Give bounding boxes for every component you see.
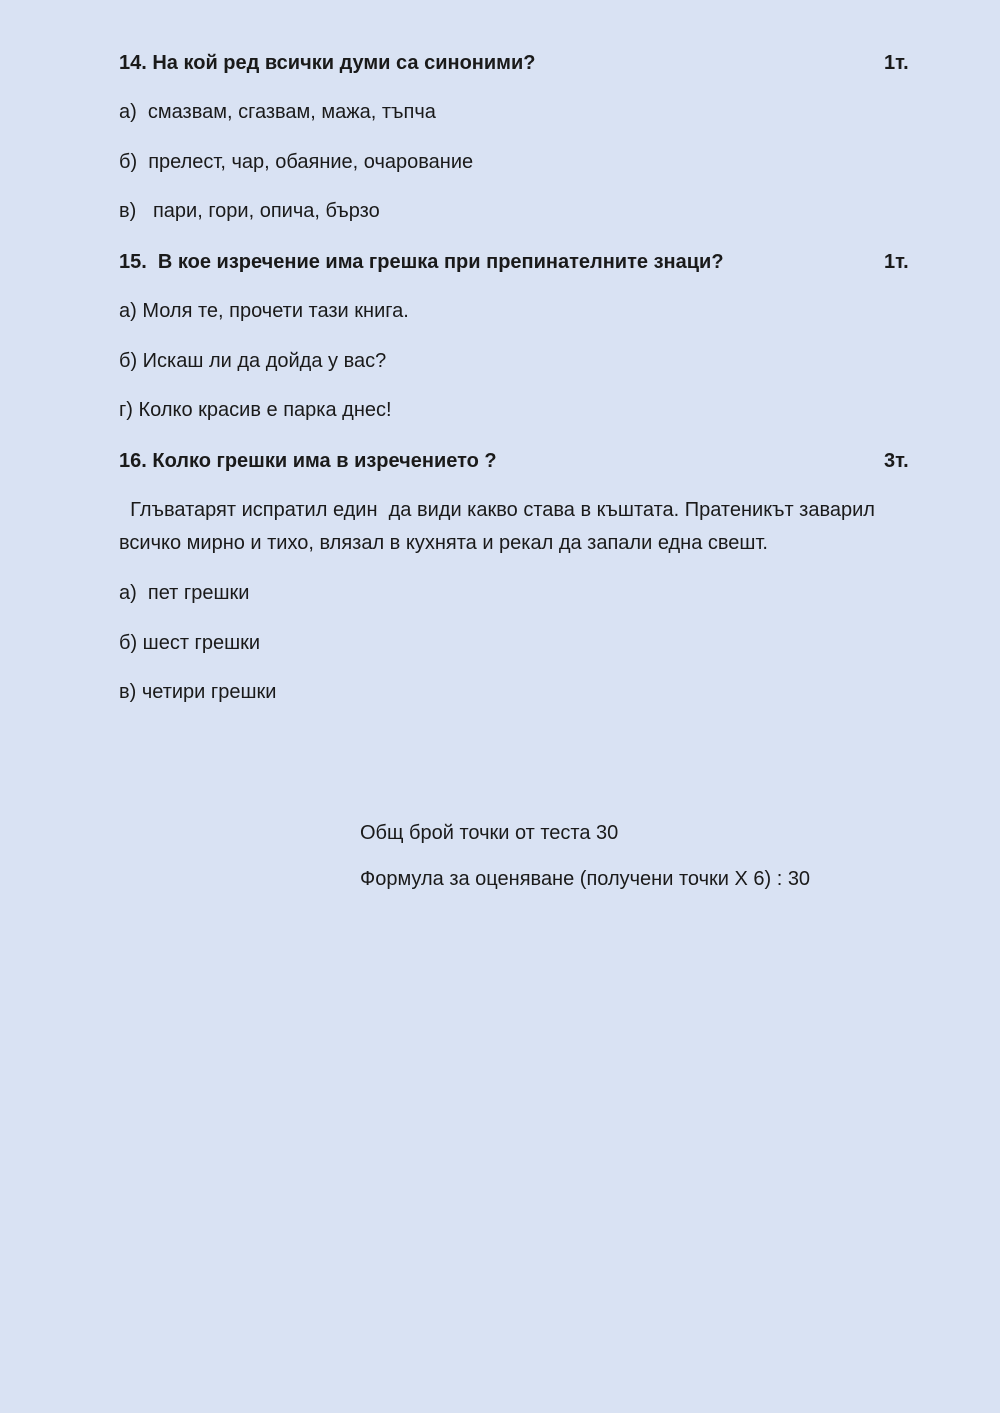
question-15-option-a: а) Моля те, прочети тази книга.: [119, 300, 409, 322]
question-14-option-c: в) пари, гори, опича, бързо: [119, 200, 380, 222]
question-16-option-b: б) шест грешки: [119, 632, 261, 654]
question-16-title: 16. Колко грешки има в изречението ?: [119, 450, 497, 472]
question-16-passage: Глъватарят испратил един да види какво става в къштата. Пратеникът заварил всичко мирно и тихо, влязал в кухнята и рекал да запали една свешт.: [119, 499, 881, 554]
question-16-option-c: в) четири грешки: [119, 681, 277, 703]
question-14-points: 1т.: [884, 52, 909, 74]
question-16-points: 3т.: [884, 450, 909, 472]
total-points: Общ брой точки от теста 30: [360, 822, 619, 844]
grading-formula: Формула за оценяване (получени точки Х 6) : 30: [360, 868, 811, 890]
question-15-option-b: б) Искаш ли да дойда у вас?: [119, 350, 387, 372]
question-15-option-g: г) Колко красив е парка днес!: [119, 399, 392, 421]
question-14-option-a: а) смазвам, сгазвам, мажа, тъпча: [119, 101, 436, 123]
question-16-option-a: а) пет грешки: [119, 582, 250, 604]
question-14-title: 14. На кой ред всички думи са синоними?: [119, 52, 536, 74]
question-14-option-b: б) прелест, чар, обаяние, очарование: [119, 151, 474, 173]
question-15-title: 15. В кое изречение има грешка при препинателните знаци?: [119, 251, 724, 273]
question-15-points: 1т.: [884, 251, 909, 273]
